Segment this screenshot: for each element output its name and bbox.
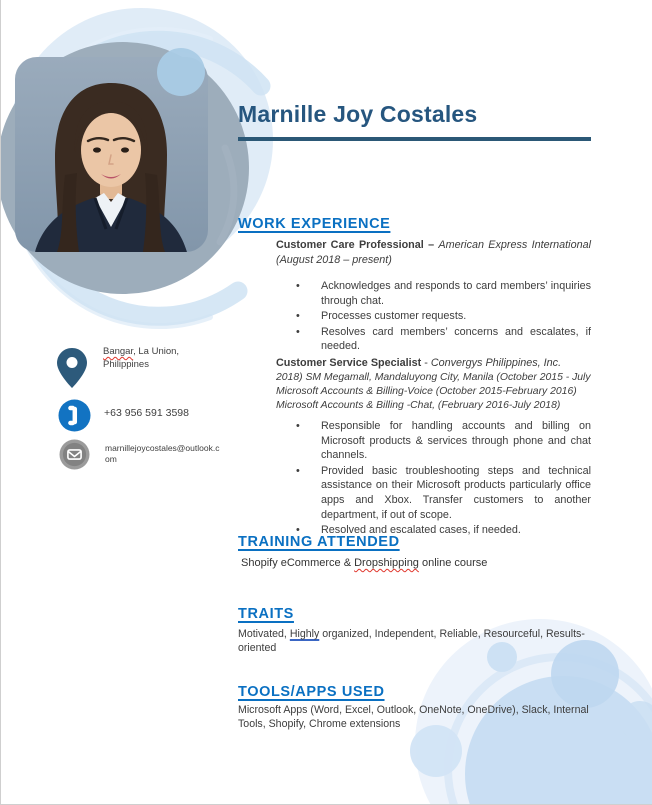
job-title-customer-service-specialist — [276, 356, 591, 413]
job-bullets-list — [238, 279, 591, 355]
job-bullets-list — [238, 419, 591, 539]
job-title-separator: - — [421, 357, 431, 369]
training-item — [241, 556, 594, 571]
email-text: marnillejoycostales@outlook.com — [105, 443, 220, 464]
traits-text — [238, 628, 603, 655]
section-heading-training-attended: TRAINING ATTENDED — [238, 534, 400, 550]
phone-text: +63 956 591 3598 — [104, 407, 189, 419]
job-company: American Express International — [438, 239, 591, 251]
email-icon — [59, 439, 90, 470]
page-title: Marnille Joy Costales — [238, 101, 478, 127]
traits-flagged-word: Highly — [289, 628, 320, 640]
tools-text: Microsoft Apps (Word, Excel, Outlook, OneNote, OneDrive), Slack, Internal Tools, Shopify, Chrome extensions — [238, 704, 589, 730]
training-item-prefix: Shopify eCommerce & — [241, 557, 355, 569]
location-pin-icon — [57, 348, 87, 388]
section-heading-traits: TRAITS — [238, 606, 294, 622]
location-flagged-word: Bangar — [103, 346, 134, 357]
phone-icon — [58, 399, 91, 432]
job-title-separator: – — [423, 239, 439, 251]
bullet-item: • Provided basic troubleshooting steps and technical assistance on their Microsoft products particularly office apps and Xbox. Transfer customers to another department, if out of scope. — [238, 464, 591, 522]
job-detail-line: 2018) SM Megamall, Mandaluyong City, Manila (October 2015 - July — [276, 371, 591, 383]
header — [238, 101, 591, 141]
bullet-item: • Acknowledges and responds to card members’ inquiries through chat. — [238, 279, 591, 308]
traits-prefix: Motivated, — [238, 628, 290, 640]
section-heading-work-experience: WORK EXPERIENCE — [238, 216, 391, 232]
job-title-line — [276, 356, 591, 371]
bullet-item: • Processes customer requests. — [238, 309, 591, 324]
traits-suffix: organized, Independent, Reliable, Resourceful, Results-oriented — [238, 628, 585, 654]
job-company: Convergys Philippines, Inc. — [430, 357, 562, 369]
training-flagged-word: Dropshipping — [354, 557, 419, 569]
bullet-item: • Resolved and escalated cases, if needed. — [238, 523, 591, 538]
bullet-item: • Responsible for handling accounts and billing on Microsoft products & services through phone and chat channels. — [238, 419, 591, 463]
job-detail-line: Microsoft Accounts & Billing-Voice (October 2015-February 2016) — [276, 385, 577, 397]
location-rest: , La Union, Philippines — [103, 346, 180, 370]
section-heading-tools-apps-used: TOOLS/APPS USED — [238, 684, 385, 700]
bullet-item: • Resolves card members’ concerns and escalates, if needed. — [238, 325, 591, 354]
job-title-text: Customer Care Professional — [276, 239, 424, 251]
training-item-suffix: online course — [418, 557, 488, 569]
accent-circle-decoration — [155, 46, 207, 98]
location-text — [103, 345, 191, 371]
job-title-customer-care-professional — [276, 238, 591, 267]
job-detail-line: Microsoft Accounts & Billing -Chat, (February 2016-July 2018) — [276, 400, 561, 411]
title-underline-rule — [238, 137, 591, 141]
job-dates: (August 2018 – present) — [276, 253, 392, 266]
job-title-text: Customer Service Specialist — [276, 357, 422, 369]
